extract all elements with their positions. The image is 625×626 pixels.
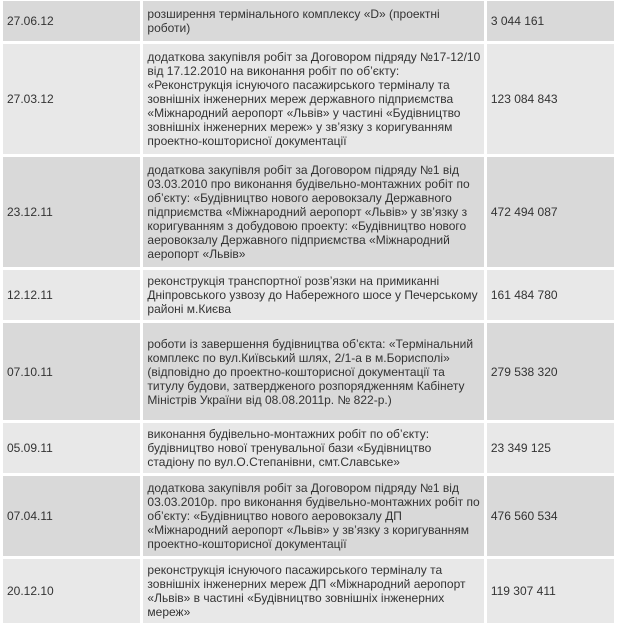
date-cell: 07.10.11 [3,323,140,420]
amount-cell: 472 494 087 [487,157,614,267]
date-cell: 12.12.11 [3,270,140,320]
amount-cell: 3 044 161 [487,1,614,41]
description-cell: реконструкція існуючого пасажирського терміналу та зовнішніх інженерних мереж ДП «Міжнародний аеропорт «Львів» в частині «Будівництво зовнішніх інженерних мереж» [143,559,483,623]
table-row [3,559,614,623]
description-cell: додаткова закупівля робіт за Договором підряду №1 від 03.03.2010р. про виконання будівельно-монтажних робіт по об’єкту: «Будівництво нового аеровокзалу ДП «Міжнародний аеропорт «Львів» у зв’язку з коригуванням проектно-кошторисної документації [143,476,483,556]
description-cell: виконання будівельно-монтажних робіт по об’єкту: будівництво нової тренувальної бази «Будівництво стадіону по вул.О.Степанівни, смт.Славське» [143,423,483,473]
date-cell: 20.12.10 [3,559,140,623]
description-cell: роботи із завершення будівництва об’єкта: «Термінальний комплекс по вул.Київський шлях, 2/1-а в м.Борисполі» (відповідно до проектно-кошторисної документації та титулу будови, затвердженого розпорядженням Кабінету Міністрів України від 08.08.2011р. № 822-р.) [143,323,483,420]
amount-cell: 279 538 320 [487,323,614,420]
table-row [3,44,614,154]
table-row [3,157,614,267]
amount-cell: 119 307 411 [487,559,614,623]
table-row [3,270,614,320]
amount-cell: 476 560 534 [487,476,614,556]
table-row [3,423,614,473]
amount-cell: 161 484 780 [487,270,614,320]
description-cell: додаткова закупівля робіт за Договором підряду №17-12/10 від 17.12.2010 на виконання робіт по об’єкту: «Реконструкція існуючого пасажирського терміналу та зовнішніх інженерних мереж державного підприємства «Міжнародний аеропорт «Львів» у частині «Будівництво зовнішніх інженерних мереж» у зв’язку з коригуванням проектно-кошторисної документації [143,44,483,154]
date-cell: 07.04.11 [3,476,140,556]
table-row [3,476,614,556]
amount-cell: 23 349 125 [487,423,614,473]
description-cell: додаткова закупівля робіт за Договором підряду №1 від 03.03.2010 про виконання будівельно-монтажних робіт по об’єкту: «Будівництво нового аеровокзалу Державного підприємства «Міжнародний аеропорт «Львів» у зв’язку з коригуванням з добудовою проекту: «Будівництво нового аеровокзалу Державного підприємства «Міжнародний аеропорт «Львів» [143,157,483,267]
table-row [3,1,614,41]
date-cell: 27.03.12 [3,44,140,154]
date-cell: 27.06.12 [3,1,140,41]
amount-cell: 123 084 843 [487,44,614,154]
table-row [3,323,614,420]
description-cell: розширення термінального комплексу «D» (проектні роботи) [143,1,483,41]
date-cell: 23.12.11 [3,157,140,267]
description-cell: реконструкція транспортної розв’язки на примиканні Дніпровського узвозу до Набережного шосе у Печерському районі м.Києва [143,270,483,320]
date-cell: 05.09.11 [3,423,140,473]
